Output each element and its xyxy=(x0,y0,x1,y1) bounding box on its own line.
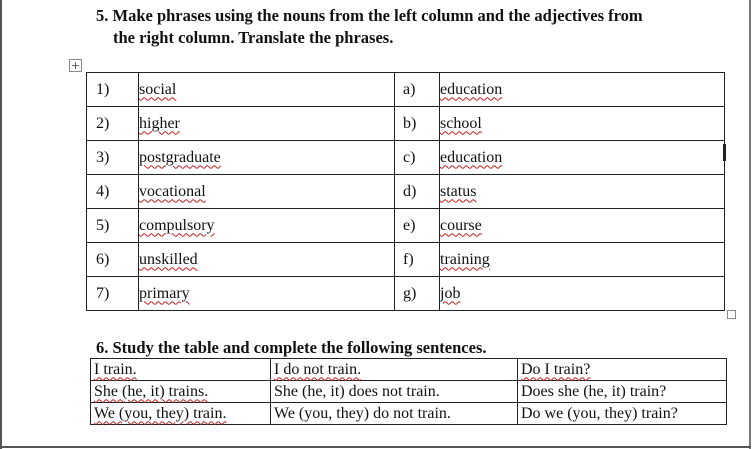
adjective-cell: compulsory xyxy=(139,216,215,234)
noun-cell: status xyxy=(440,182,477,200)
row-letter: e) xyxy=(395,209,440,243)
table-row xyxy=(87,175,725,209)
question-cell: Do I train? xyxy=(521,360,591,378)
exercise-6-table xyxy=(90,358,727,425)
affirmative-cell: She (he, it) trains. xyxy=(94,382,209,400)
affirmative-cell: I train. xyxy=(94,360,137,378)
row-letter: a) xyxy=(395,73,440,107)
adjective-cell: social xyxy=(139,80,177,98)
row-number: 3) xyxy=(87,141,139,175)
text-cursor xyxy=(723,144,726,161)
affirmative-cell: We (you, they) train. xyxy=(94,404,227,422)
noun-cell: school xyxy=(440,114,482,132)
row-number: 6) xyxy=(87,243,139,277)
page-border-right xyxy=(749,0,751,449)
table-row xyxy=(87,107,725,141)
row-number: 5) xyxy=(87,209,139,243)
table-row xyxy=(91,381,727,403)
adjective-cell: postgraduate xyxy=(139,148,221,166)
noun-cell: course xyxy=(440,216,482,234)
row-number: 7) xyxy=(87,277,139,311)
exercise-6-title: 6. Study the table and complete the following sentences. xyxy=(96,338,487,357)
negative-cell: We (you, they) do not train. xyxy=(274,404,451,422)
adjective-cell: primary xyxy=(139,284,190,302)
row-letter: d) xyxy=(395,175,440,209)
row-letter: f) xyxy=(395,243,440,277)
adjective-cell: vocational xyxy=(139,182,206,200)
exercise-5-table xyxy=(86,72,725,311)
table-row xyxy=(87,73,725,107)
negative-cell: I do not train. xyxy=(274,360,362,378)
table-resize-handle-icon[interactable] xyxy=(727,310,736,319)
table-row xyxy=(87,209,725,243)
row-number: 2) xyxy=(87,107,139,141)
row-letter: g) xyxy=(395,277,440,311)
question-cell: Do we (you, they) train? xyxy=(521,404,678,422)
row-number: 1) xyxy=(87,73,139,107)
page-border-bottom xyxy=(0,446,751,448)
noun-cell: job xyxy=(440,284,461,302)
question-cell: Does she (he, it) train? xyxy=(521,382,667,400)
exercise-5-title-line-2: the right column. Translate the phrases. xyxy=(113,28,394,47)
table-row xyxy=(87,243,725,277)
exercise-5-heading xyxy=(96,5,736,49)
adjective-cell: higher xyxy=(139,114,180,132)
table-row xyxy=(87,277,725,311)
row-letter: c) xyxy=(395,141,440,175)
adjective-cell: unskilled xyxy=(139,250,198,268)
negative-cell: She (he, it) does not train. xyxy=(274,382,440,400)
exercise-5-title-line-1: 5. Make phrases using the nouns from the left column and the adjectives from xyxy=(96,6,643,25)
page-border-left xyxy=(0,0,2,449)
table-row xyxy=(87,141,725,175)
table-row xyxy=(91,403,727,425)
table-move-handle-icon[interactable]: + xyxy=(70,59,81,72)
row-letter: b) xyxy=(395,107,440,141)
noun-cell: training xyxy=(440,250,490,268)
row-number: 4) xyxy=(87,175,139,209)
noun-cell: education xyxy=(440,80,503,98)
table-row xyxy=(91,359,727,381)
noun-cell: education xyxy=(440,148,503,166)
